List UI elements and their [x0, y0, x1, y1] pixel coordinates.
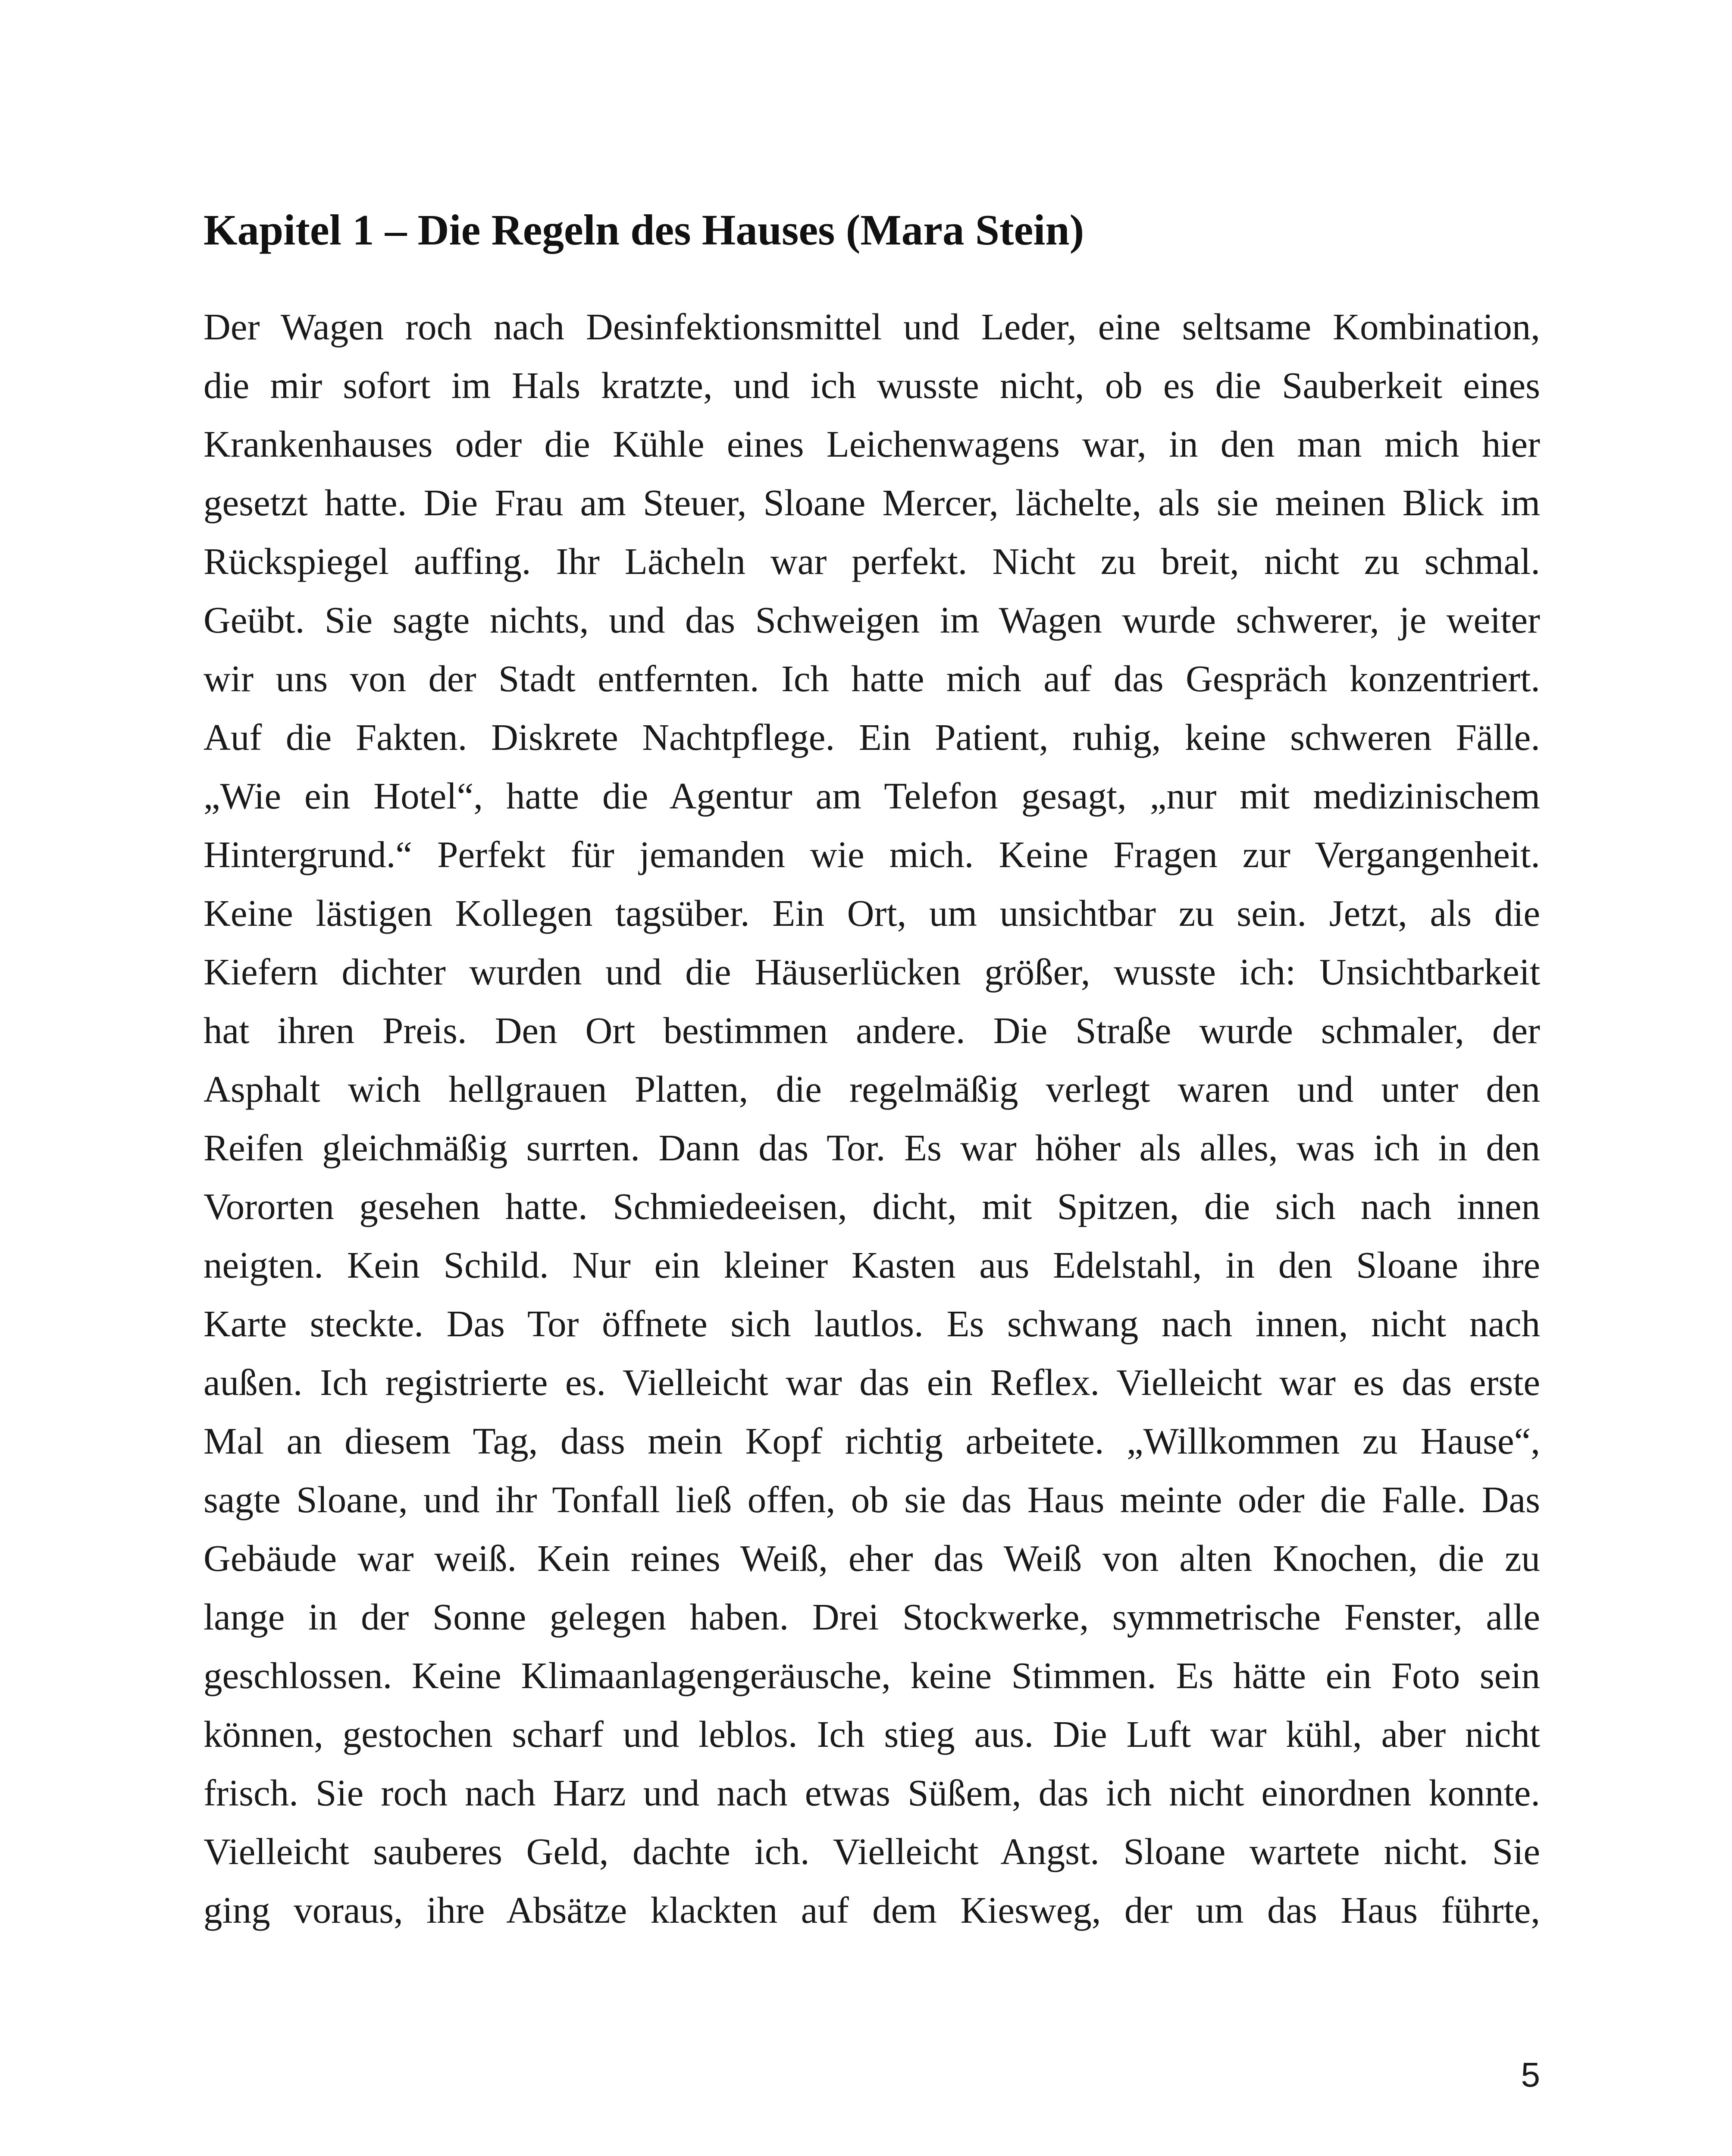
chapter-title: Kapitel 1 – Die Regeln des Hauses (Mara Stein)	[204, 206, 1084, 254]
text-line: lange in der Sonne gelegen haben. Drei Stockwerke, symmetrische Fenster, alle	[204, 1596, 1540, 1638]
text-line: sagte Sloane, und ihr Tonfall ließ offen, ob sie das Haus meinte oder die Falle. Das	[204, 1479, 1540, 1520]
text-line: geschlossen. Keine Klimaanlagengeräusche, keine Stimmen. Es hätte ein Foto sein	[204, 1655, 1540, 1696]
page-number: 5	[1521, 2056, 1540, 2094]
text-line: Geübt. Sie sagte nichts, und das Schweigen im Wagen wurde schwerer, je weiter	[204, 599, 1540, 641]
text-line: neigten. Kein Schild. Nur ein kleiner Kasten aus Edelstahl, in den Sloane ihre	[204, 1244, 1540, 1286]
text-line: Asphalt wich hellgrauen Platten, die regelmäßig verlegt waren und unter den	[204, 1068, 1540, 1110]
text-line: ging voraus, ihre Absätze klackten auf dem Kiesweg, der um das Haus führte,	[204, 1889, 1540, 1931]
text-line: Hintergrund.“ Perfekt für jemanden wie mich. Keine Fragen zur Vergangenheit.	[204, 834, 1540, 875]
text-line: wir uns von der Stadt entfernten. Ich hatte mich auf das Gespräch konzentriert.	[204, 658, 1540, 699]
text-line: Reifen gleichmäßig surrten. Dann das Tor. Es war höher als alles, was ich in den	[204, 1127, 1540, 1169]
text-line: Vielleicht sauberes Geld, dachte ich. Vielleicht Angst. Sloane wartete nicht. Sie	[204, 1830, 1540, 1872]
text-line: außen. Ich registrierte es. Vielleicht war das ein Reflex. Vielleicht war es das erste	[204, 1361, 1540, 1403]
text-line: Vororten gesehen hatte. Schmiedeeisen, dicht, mit Spitzen, die sich nach innen	[204, 1185, 1540, 1227]
text-line: Karte steckte. Das Tor öffnete sich lautlos. Es schwang nach innen, nicht nach	[204, 1303, 1540, 1344]
text-line: hat ihren Preis. Den Ort bestimmen andere. Die Straße wurde schmaler, der	[204, 1009, 1540, 1051]
body-paragraph	[204, 298, 1540, 1940]
text-line: Auf die Fakten. Diskrete Nachtpflege. Ein Patient, ruhig, keine schweren Fälle.	[204, 716, 1540, 758]
text-line: Kiefern dichter wurden und die Häuserlücken größer, wusste ich: Unsichtbarkeit	[204, 951, 1540, 993]
text-line: Gebäude war weiß. Kein reines Weiß, eher das Weiß von alten Knochen, die zu	[204, 1537, 1540, 1579]
text-line: Der Wagen roch nach Desinfektionsmittel und Leder, eine seltsame Kombination,	[204, 306, 1540, 348]
text-line: gesetzt hatte. Die Frau am Steuer, Sloane Mercer, lächelte, als sie meinen Blick im	[204, 482, 1540, 523]
text-line: können, gestochen scharf und leblos. Ich stieg aus. Die Luft war kühl, aber nicht	[204, 1713, 1540, 1755]
text-line: „Wie ein Hotel“, hatte die Agentur am Telefon gesagt, „nur mit medizinischem	[204, 775, 1540, 817]
text-line: Mal an diesem Tag, dass mein Kopf richtig arbeitete. „Willkommen zu Hause“,	[204, 1420, 1540, 1462]
text-line: frisch. Sie roch nach Harz und nach etwas Süßem, das ich nicht einordnen konnte.	[204, 1772, 1540, 1814]
text-line: die mir sofort im Hals kratzte, und ich wusste nicht, ob es die Sauberkeit eines	[204, 364, 1540, 406]
text-line: Keine lästigen Kollegen tagsüber. Ein Ort, um unsichtbar zu sein. Jetzt, als die	[204, 892, 1540, 934]
text-line: Krankenhauses oder die Kühle eines Leichenwagens war, in den man mich hier	[204, 423, 1540, 465]
text-line: Rückspiegel auffing. Ihr Lächeln war perfekt. Nicht zu breit, nicht zu schmal.	[204, 540, 1540, 582]
